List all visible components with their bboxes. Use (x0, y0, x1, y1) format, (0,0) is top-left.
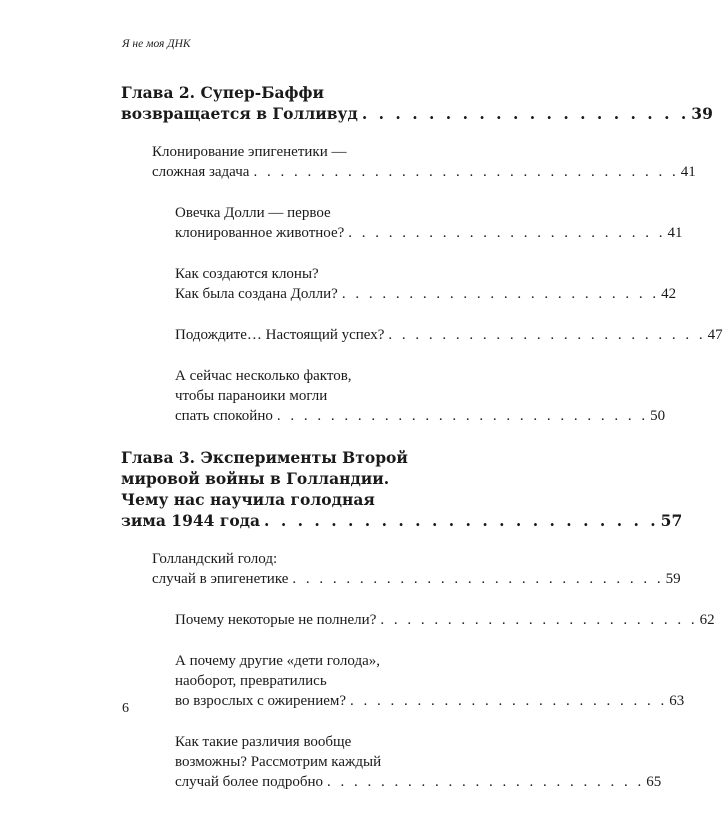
table-of-contents (121, 82, 723, 813)
leader-dots: . . . . . . . . . . . . . . . . . . . . . . . . (350, 693, 668, 709)
page-number: 6 (122, 701, 129, 716)
leader-dots: . . . . . . . . . . . . . . . . . . . . . . . . (388, 327, 706, 343)
toc-entry-line: возможны? Рассмотрим каждый (175, 754, 382, 770)
toc-entry-line: Почему некоторые не полнели? (175, 612, 377, 628)
toc-page-number: 59 (665, 571, 681, 587)
leader-dots: . . . . . . . . . . . . . . . . . . . . . . . . (327, 774, 645, 790)
toc-entry (152, 142, 696, 182)
toc-entry-line: чтобы параноики могли (175, 388, 328, 404)
toc-entry-line: зима 1944 года (121, 511, 261, 530)
leader-dots: . . . . . . . . . . . . . . . . . . . . . . . . . . . . (276, 408, 649, 424)
toc-page-number: 63 (669, 693, 685, 709)
toc-page-number: 62 (699, 612, 715, 628)
toc-entry-line: возвращается в Голливуд (121, 104, 358, 123)
toc-entry-line: Подождите… Настоящий успех? (175, 327, 385, 343)
toc-entry-line: во взрослых с ожирением? (175, 693, 347, 709)
toc-entry-line: сложная задача (152, 164, 250, 180)
toc-entry-line: случай в эпигенетике (152, 571, 289, 587)
leader-dots: . . . . . . . . . . . . . . . . . . . . . . . . (348, 225, 666, 241)
toc-page-number: 41 (667, 225, 683, 241)
leader-dots: . . . . . . . . . . . . . . . . . . . . . . . . (380, 612, 698, 628)
toc-entry (121, 447, 683, 531)
toc-entry (175, 264, 677, 304)
toc-entry-line: спать спокойно (175, 408, 273, 424)
toc-entry (152, 549, 681, 589)
toc-entry-line: случай более подробно (175, 774, 323, 790)
toc-entry (175, 732, 662, 792)
leader-dots: . . . . . . . . . . . . . . . . . . . . . . . . . . . . . . . . (253, 164, 679, 180)
toc-entry-line: Как такие различия вообще (175, 734, 352, 750)
toc-entry (175, 325, 723, 345)
toc-page-number: 42 (661, 286, 677, 302)
toc-entry-line: Чему нас научила голодная (121, 490, 375, 509)
toc-page-number: 50 (650, 408, 666, 424)
toc-entry-line: Клонирование эпигенетики — (152, 144, 347, 160)
toc-page-number: 57 (660, 511, 683, 530)
running-header: Я не моя ДНК (122, 38, 191, 50)
toc-entry-line: А почему другие «дети голода», (175, 653, 380, 669)
leader-dots: . . . . . . . . . . . . . . . . . . . . . . . . (341, 286, 660, 302)
toc-entry (175, 610, 715, 630)
leader-dots: . . . . . . . . . . . . . . . . . . . . . . . . . . . . (292, 571, 664, 587)
toc-entry-line: А сейчас несколько фактов, (175, 368, 352, 384)
toc-entry (175, 651, 685, 711)
toc-entry-line: Овечка Долли — первое (175, 205, 331, 221)
leader-dots: . . . . . . . . . . . . . . . . . . . . (361, 104, 690, 123)
toc-entry-line: Глава 3. Эксперименты Второй (121, 448, 408, 467)
toc-page-number: 41 (680, 164, 696, 180)
toc-entry-line: клонированное животное? (175, 225, 345, 241)
toc-entry-line: Как была создана Долли? (175, 286, 338, 302)
toc-entry-line: наоборот, превратились (175, 673, 327, 689)
toc-entry-line: Как создаются клоны? (175, 266, 319, 282)
toc-entry (175, 366, 666, 426)
leader-dots: . . . . . . . . . . . . . . . . . . . . . . . . (264, 511, 659, 530)
toc-entry-line: Глава 2. Супер-Баффи (121, 83, 324, 102)
toc-entry-line: Голландский голод: (152, 551, 278, 567)
toc-page-number: 65 (646, 774, 662, 790)
toc-entry-line: мировой войны в Голландии. (121, 469, 390, 488)
toc-page-number: 39 (691, 104, 713, 123)
toc-entry (121, 82, 713, 124)
toc-page-number: 47 (707, 327, 723, 343)
toc-entry (175, 203, 683, 243)
